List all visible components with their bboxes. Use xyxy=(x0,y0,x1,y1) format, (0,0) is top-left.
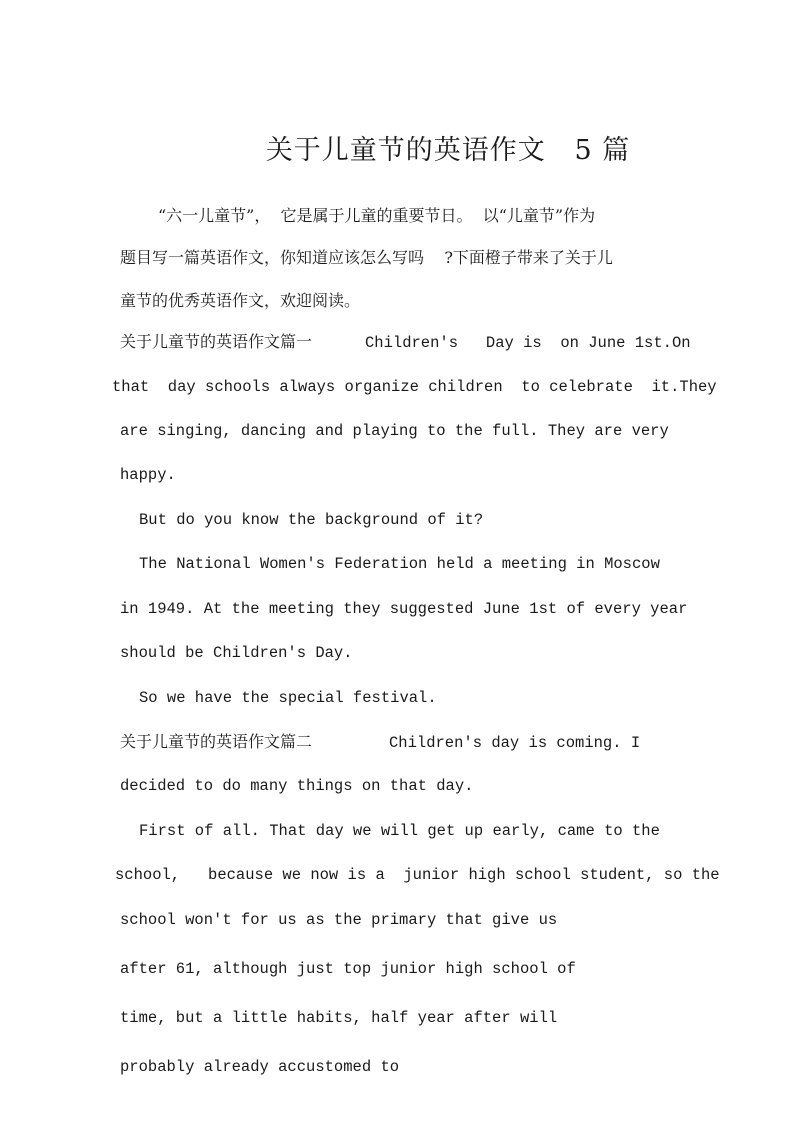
essay1-line: Children's Day is on June 1st.On xyxy=(365,334,691,352)
essay2-line: time, but a little habits, half year after will xyxy=(120,1009,558,1027)
essay1-line: are singing, dancing and playing to the full. They are very xyxy=(120,422,669,440)
essay2-line: decided to do many things on that day. xyxy=(120,777,474,795)
essay2-line: Children's day is coming. I xyxy=(389,734,641,752)
intro-line: “六一儿童节”， 它是属于儿童的重要节日。 以“儿童节”作为 xyxy=(158,206,596,225)
essay1-line: The National Women's Federation held a meeting in Moscow xyxy=(139,555,660,573)
essay1-line: So we have the special festival. xyxy=(139,689,437,707)
essay2-heading: 关于儿童节的英语作文篇二 xyxy=(120,732,313,751)
essay1-line: should be Children's Day. xyxy=(120,644,353,662)
essay1-line: in 1949. At the meeting they suggested June 1st of every year xyxy=(120,600,688,618)
intro-line: 童节的优秀英语作文，欢迎阅读。 xyxy=(120,291,361,310)
essay2-line: after 61, although just top junior high school of xyxy=(120,960,576,978)
essay1-line: happy. xyxy=(120,466,176,484)
essay2-line: school, because we now is a junior high school student, so the xyxy=(115,866,720,884)
essay2-line: First of all. That day we will get up early, came to the xyxy=(139,822,660,840)
essay1-line: that day schools always organize children to celebrate it.They xyxy=(112,378,717,396)
essay1-heading: 关于儿童节的英语作文篇一 xyxy=(120,332,313,351)
essay2-line: probably already accustomed to xyxy=(120,1058,400,1076)
essay1-line: But do you know the background of it? xyxy=(139,511,484,529)
intro-line: 题目写一篇英语作文，你知道应该怎么写吗 ?下面橙子带来了关于儿 xyxy=(120,248,613,267)
essay2-line: school won't for us as the primary that give us xyxy=(120,911,558,929)
document-title: 关于儿童节的英语作文 5 篇 xyxy=(265,135,631,166)
